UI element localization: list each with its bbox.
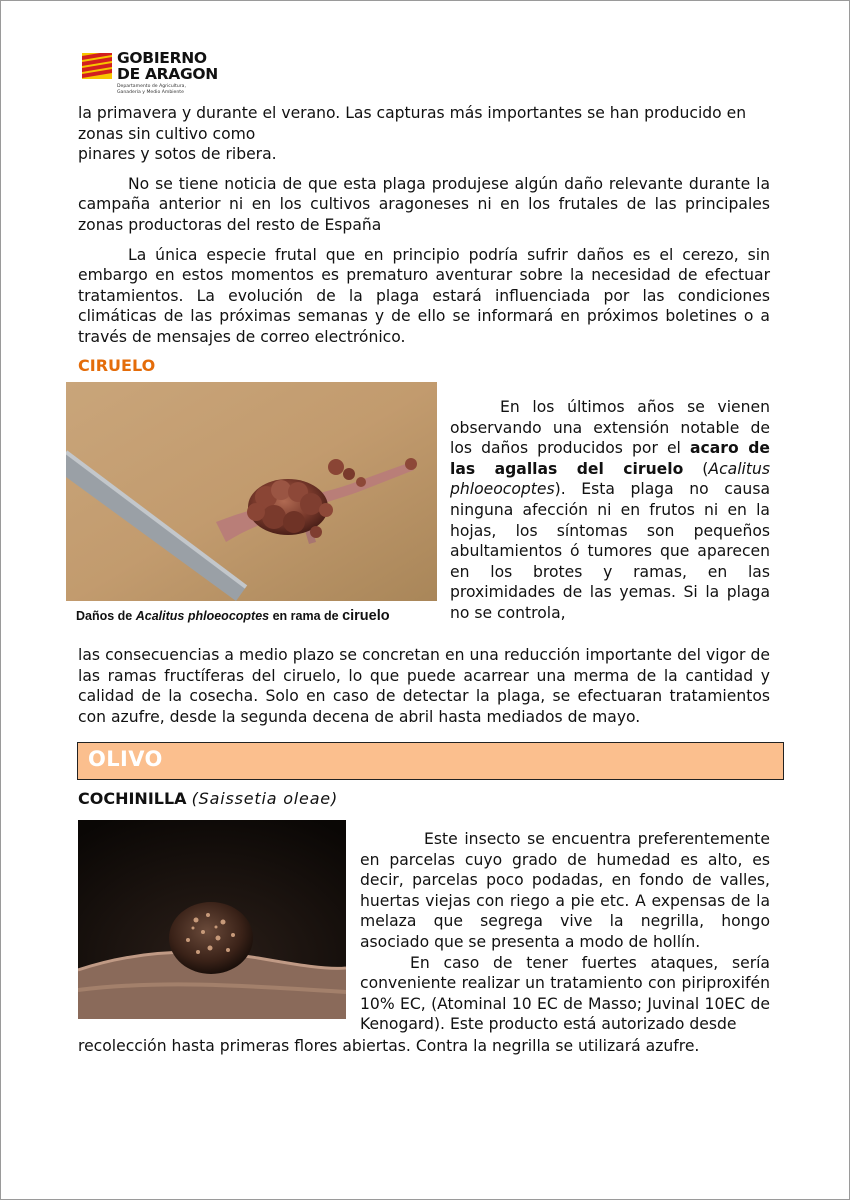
ciruelo-pest-name: acaro de las agallas del ciruelo bbox=[450, 439, 770, 478]
ciruelo-text-c: ). Esta plaga no causa ninguna afección ni en frutos ni en la hojas, los síntomas son pequeños abultamientos ó tumores que aparecen en los brotes y ramas, en las proximidades de las yemas. Si la plaga no se controla, bbox=[450, 480, 770, 622]
cochinilla-heading bbox=[78, 789, 338, 808]
ciruelo-text-b: ( bbox=[683, 459, 709, 478]
logo-title bbox=[117, 50, 227, 82]
caption-prefix: Daños de bbox=[76, 609, 136, 623]
intro-paragraph-2: No se tiene noticia de que esta plaga produjese algún daño relevante durante la campaña anterior ni en los cultivos aragoneses ni en los frutales de las principales zonas productoras del resto de España bbox=[78, 174, 770, 234]
cochinilla-tail bbox=[78, 1036, 770, 1057]
intro-section bbox=[78, 103, 770, 348]
logo-subtitle: Departamento de Agricultura, Ganadería y Medio Ambiente bbox=[117, 84, 186, 95]
cochinilla-paragraph-1: Este insecto se encuentra preferentemente en parcelas cuyo grado de humedad es alto, es decir, parcelas poco podadas, en fondo de valles, huertas viejas con riego a pie etc. A expensas de la melaza que segrega vive la negrilla, hongo asociado que se presenta a modo de hollín. bbox=[360, 830, 770, 951]
aragon-flag-icon bbox=[82, 53, 112, 79]
ciruelo-photo-caption bbox=[76, 608, 390, 624]
ciruelo-scientific-name: Acalitus phloeocoptes bbox=[450, 459, 770, 499]
olivo-banner-title: OLIVO bbox=[88, 747, 163, 771]
ciruelo-side-text bbox=[450, 397, 770, 624]
intro-p1-line-1: la primavera y durante el verano. Las capturas más importantes se han producido en zonas sin cultivo como bbox=[78, 104, 747, 143]
cochinilla-name: COCHINILLA bbox=[78, 789, 187, 808]
ciruelo-heading: CIRUELO bbox=[78, 356, 156, 375]
ciruelo-paragraph bbox=[450, 397, 770, 624]
intro-paragraph-3: La única especie frutal que en principio podría sufrir daños es el cerezo, sin embargo en estos momentos es prematuro aventurar sobre la necesidad de efectuar tratamientos. La evolución de la plaga estará influenciada por las condiciones climáticas de las próximas semanas y de ello se informará en próximos boletines o a través de mensajes de correo electrónico. bbox=[78, 245, 770, 346]
plum-branch-photo bbox=[66, 382, 437, 601]
intro-p1-line-2: pinares y sotos de ribera. bbox=[78, 145, 277, 164]
logo-line-2: DE ARAGON bbox=[117, 65, 218, 83]
cochinilla-paragraph-2: En caso de tener fuertes ataques, sería conveniente realizar un tratamiento con piriproxifén 10% EC, (Atominal 10 EC de Masso; Juvinal 10EC de Kenogard). Este producto está autorizado desde bbox=[360, 953, 770, 1034]
caption-middle: en rama de bbox=[269, 609, 343, 623]
gobierno-aragon-logo bbox=[82, 50, 222, 100]
intro-paragraph-1 bbox=[78, 103, 770, 165]
olivo-banner bbox=[77, 742, 784, 780]
scale-insect-photo bbox=[78, 820, 346, 1019]
ciruelo-continuation-paragraph: las consecuencias a medio plazo se concretan en una reducción importante del vigor de las ramas fructíferas del ciruelo, lo que puede acarrear una merma de la cantidad y calidad de la cosecha. Solo en caso de detectar la plaga, se efectuaran tratamientos con azufre, desde la segunda decena de abril hasta mediados de mayo. bbox=[78, 646, 770, 726]
cochinilla-paragraph-tail: recolección hasta primeras flores abiertas. Contra la negrilla se utilizará azufre. bbox=[78, 1037, 700, 1055]
cochinilla-scientific-name: (Saissetia oleae) bbox=[191, 789, 338, 808]
ciruelo-text-a: En los últimos años se vienen observando una extensión notable de los daños producidos por el bbox=[450, 398, 770, 458]
caption-end: ciruelo bbox=[342, 608, 390, 624]
caption-scientific-name: Acalitus phloeocoptes bbox=[135, 609, 270, 623]
logo-line-1: GOBIERNO bbox=[117, 49, 207, 67]
cochinilla-side-text bbox=[360, 829, 770, 1035]
ciruelo-continuation bbox=[78, 645, 770, 727]
